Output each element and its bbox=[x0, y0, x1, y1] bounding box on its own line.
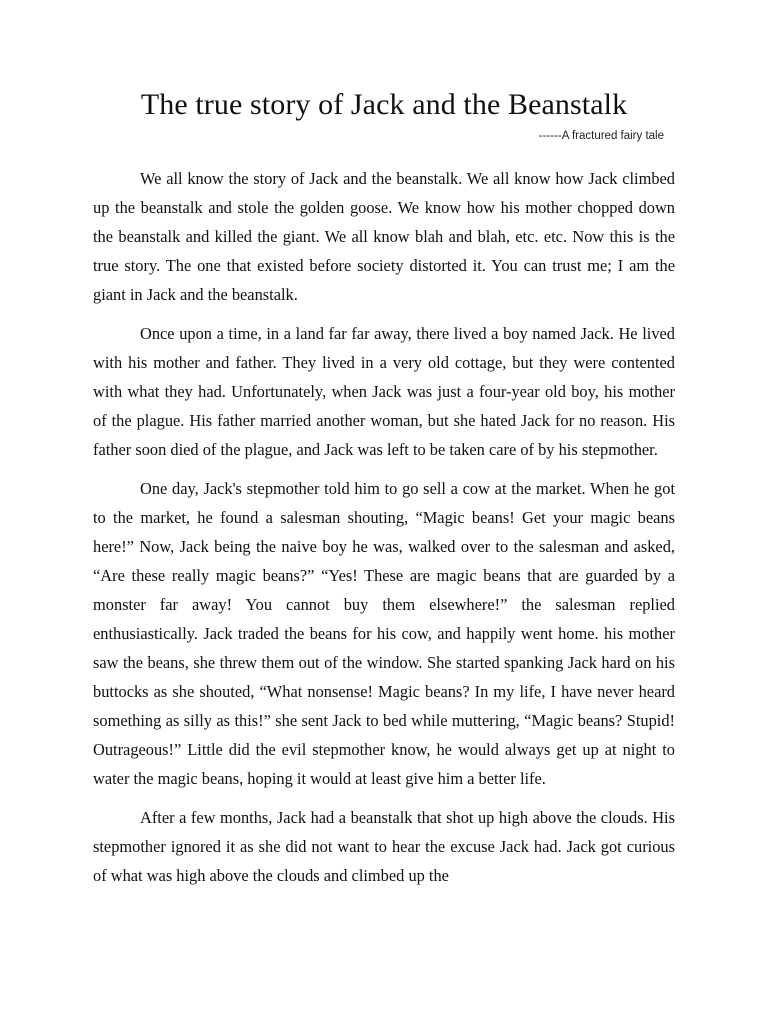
document-subtitle: ------A fractured fairy tale bbox=[538, 130, 664, 142]
paragraph-intro: We all know the story of Jack and the beanstalk. We all know how Jack climbed up the beanstalk and stole the golden goose. We know how his mother chopped down the beanstalk and killed the giant. We all know blah and blah, etc. etc. Now this is the true story. The one that existed before society distorted it. You can trust me; I am the giant in Jack and the beanstalk. bbox=[93, 169, 675, 304]
paragraph-once-upon-a-time: Once upon a time, in a land far far away, there lived a boy named Jack. He lived with his mother and father. They lived in a very old cottage, but they were contented with what they had. Unfortunately, when Jack was just a four-year old boy, his mother of the plague. His father married another woman, but she hated Jack for no reason. His father soon died of the plague, and Jack was left to be taken care of by his stepmother. bbox=[93, 324, 675, 459]
document-title: The true story of Jack and the Beanstalk bbox=[140, 88, 628, 121]
document-body bbox=[93, 164, 675, 900]
paragraph-beanstalk: After a few months, Jack had a beanstalk that shot up high above the clouds. His stepmother ignored it as she did not want to hear the excuse Jack had. Jack got curious of what was high above the clouds and climbed up the bbox=[93, 808, 675, 885]
paragraph-market: One day, Jack's stepmother told him to go sell a cow at the market. When he got to the market, he found a salesman shouting, “Magic beans! Get your magic beans here!” Now, Jack being the naive boy he was, walked over to the salesman and asked, “Are these really magic beans?” “Yes! These are magic beans that are guarded by a monster far away! You cannot buy them elsewhere!” the salesman replied enthusiastically. Jack traded the beans for his cow, and happily went home. his mother saw the beans, she threw them out of the window. She started spanking Jack hard on his buttocks as she shouted, “What nonsense! Magic beans? In my life, I have never heard something as silly as this!” she sent Jack to bed while muttering, “Magic beans? Stupid! Outrageous!” Little did the evil stepmother know, he would always get up at night to water the magic beans, hoping it would at least give him a better life. bbox=[93, 479, 675, 788]
